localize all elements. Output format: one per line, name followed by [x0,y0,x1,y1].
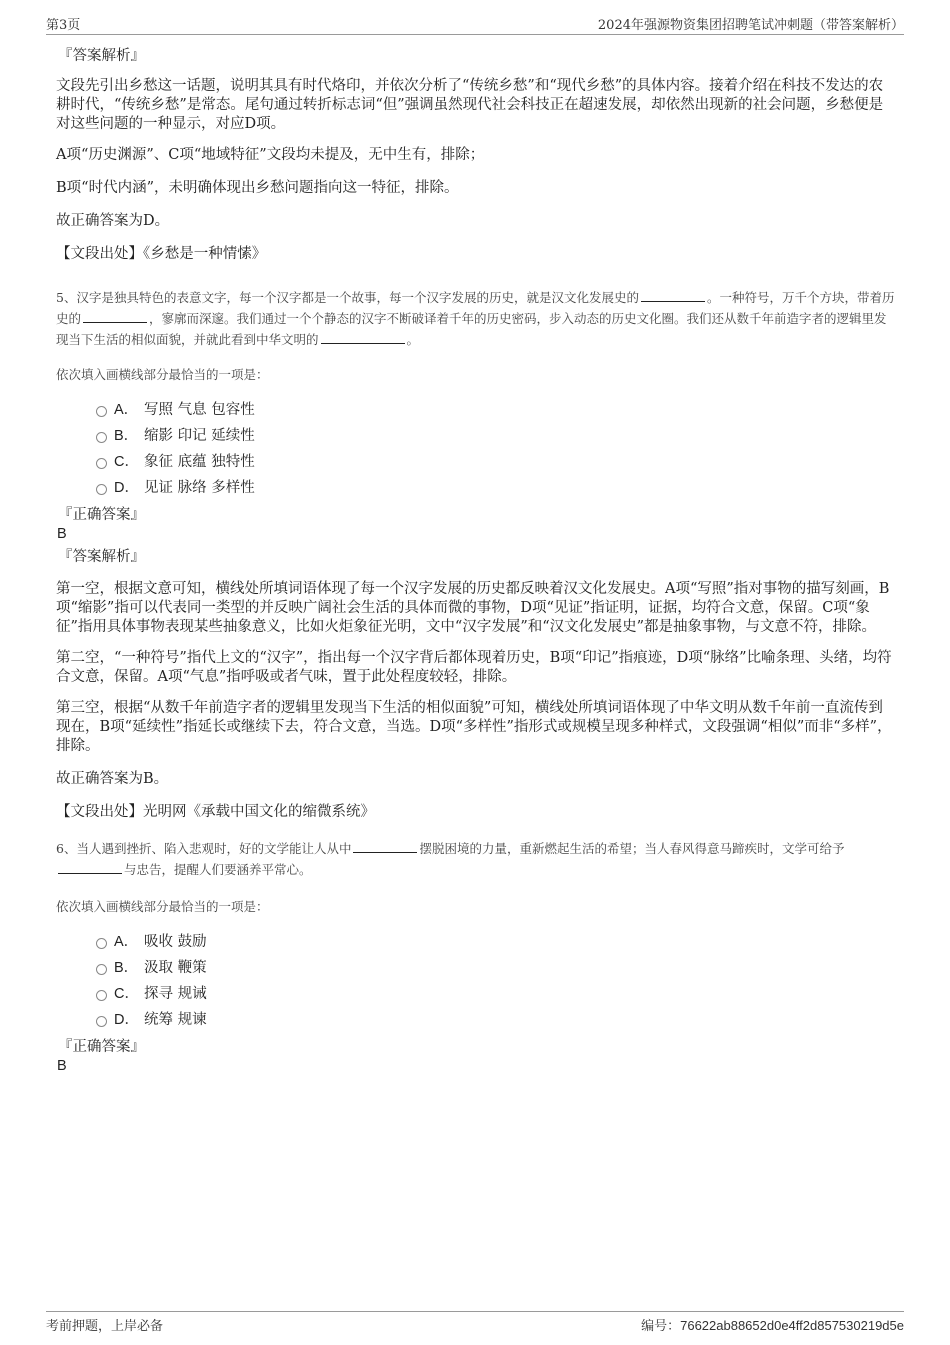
radio-icon[interactable] [96,938,107,949]
q4-analysis-paragraph-1: 文段先引出乡愁这一话题，说明其具有时代烙印，并依次分析了“传统乡愁”和“现代乡愁”的具体内容。接着介绍在科技不发达的农耕时代，“传统乡愁”是常态。尾句通过转折标志词“但”强调虽然现代社会科技正在超速发展，却依然出现新的社会问题，乡愁便是对这些问题的一种显示，对应D项。 [56,78,884,132]
page-footer [46,1311,904,1334]
footer-code-label: 编号： [641,1319,681,1334]
q6-correct-label: 『正确答案』 [58,1039,145,1055]
q5-option-b[interactable]: B． 缩影 印记 延续性 [56,423,896,449]
q4-analysis-paragraph-2: A项“历史渊源”、C项“地域特征”文段均未提及，无中生有，排除； [56,147,485,163]
q5-instruction: 依次填入画横线部分最恰当的一项是： [56,367,269,382]
q5-analysis-conclusion: 故正确答案为B。 [56,771,169,787]
q5-analysis-paragraph-1: 第一空，根据文意可知，横线处所填词语体现了每一个汉字发展的历史都反映着汉文化发展史。A项“写照”指对事物的描写刻画，B项“缩影”指可以代表同一类型的并反映广阔社会生活的具体而微的事物，D项“见证”指证明，证据，均符合文意，保留。C项“象征”指用具体事物表现某些抽象意义，比如火炬象征光明，文中“汉字发展”和“汉文化发展史”都是抽象事物，与文意不符，排除。 [56,581,890,635]
radio-icon[interactable] [96,990,107,1001]
radio-icon[interactable] [96,432,107,443]
q6-options [56,929,896,1033]
q6-option-c[interactable]: C． 探寻 规诫 [56,981,896,1007]
q5-options [56,397,896,501]
radio-icon[interactable] [96,964,107,975]
q5-analysis-paragraph-2: 第二空，“一种符号”指代上文的“汉字”，指出每一个汉字背后都体现着历史，B项“印记”指痕迹，D项“脉络”比喻条理、头绪，均符合文意，保留。A项“气息”指呼吸或者气味，置于此处程度较轻，排除。 [56,650,892,685]
page-content [56,46,896,1075]
q4-analysis-label: 『答案解析』 [58,48,145,64]
q5-question-text: 5、汉字是独具特色的表意文字，每一个汉字都是一个故事，每一个汉字发展的历史，就是汉文化发展史的 。一种符号，万千个方块，带着历史的 ，寥廓而深邃。我们通过一个个静态的汉字不断破译着千年的历史密码，步入动态的历史文化圈。我们还从数千年前造字者的逻辑里发现当下生活的相似面貌，并就此看到中华文明的 。 [56,290,895,347]
document-title: 2024年强源物资集团招聘笔试冲刺题（带答案解析） [597,18,904,33]
page-number: 第3页 [46,18,81,33]
q6-correct-answer: B [57,1058,67,1074]
footer-slogan: 考前押题，上岸必备 [46,1319,164,1334]
q5-blank-3 [321,331,405,344]
q6-question-text: 6、当人遇到挫折、陷入悲观时，好的文学能让人从中 摆脱困境的力量，重新燃起生活的希望；当人春风得意马蹄疾时，文学可给予与忠告，提醒人们要涵养平常心。 [56,841,845,877]
footer-code-value: 76622ab88652d0e4ff2d857530219d5e [680,1318,904,1333]
q5-option-d[interactable]: D． 见证 脉络 多样性 [56,475,896,501]
q6-option-d[interactable]: D． 统筹 规谏 [56,1007,896,1033]
q5-analysis-label: 『答案解析』 [58,549,145,565]
q4-analysis-paragraph-3: B项“时代内涵”，未明确体现出乡愁问题指向这一特征，排除。 [56,180,459,196]
q6-instruction: 依次填入画横线部分最恰当的一项是： [56,899,269,914]
q5-correct-answer: B [57,526,67,542]
radio-icon[interactable] [96,1016,107,1027]
q5-blank-2 [83,310,147,323]
page-header [46,14,904,35]
q5-blank-1 [641,289,705,302]
q5-option-c[interactable]: C． 象征 底蕴 独特性 [56,449,896,475]
radio-icon[interactable] [96,406,107,417]
radio-icon[interactable] [96,484,107,495]
q6-option-b[interactable]: B． 汲取 鞭策 [56,955,896,981]
q4-source: 【文段出处】《乡愁是一种情愫》 [56,246,267,262]
q5-source: 【文段出处】光明网《承载中国文化的缩微系统》 [56,804,375,820]
q5-analysis-paragraph-3: 第三空，根据“从数千年前造字者的逻辑里发现当下生活的相似面貌”可知，横线处所填词语体现了中华文明从数千年前一直流传到现在，B项“延续性”指延长或继续下去，符合文意，当选。D项“多样性”指形式或规模呈现多种样式，文段强调“相似”而非“多样”，排除。 [56,700,892,754]
radio-icon[interactable] [96,458,107,469]
q6-option-a[interactable]: A． 吸收 鼓励 [56,929,896,955]
q5-option-a[interactable]: A． 写照 气息 包容性 [56,397,896,423]
q6-blank-1 [353,840,417,853]
q5-correct-label: 『正确答案』 [58,507,145,523]
q4-analysis-conclusion: 故正确答案为D。 [56,213,170,229]
footer-code [641,1315,904,1334]
q6-blank-2 [58,861,122,874]
